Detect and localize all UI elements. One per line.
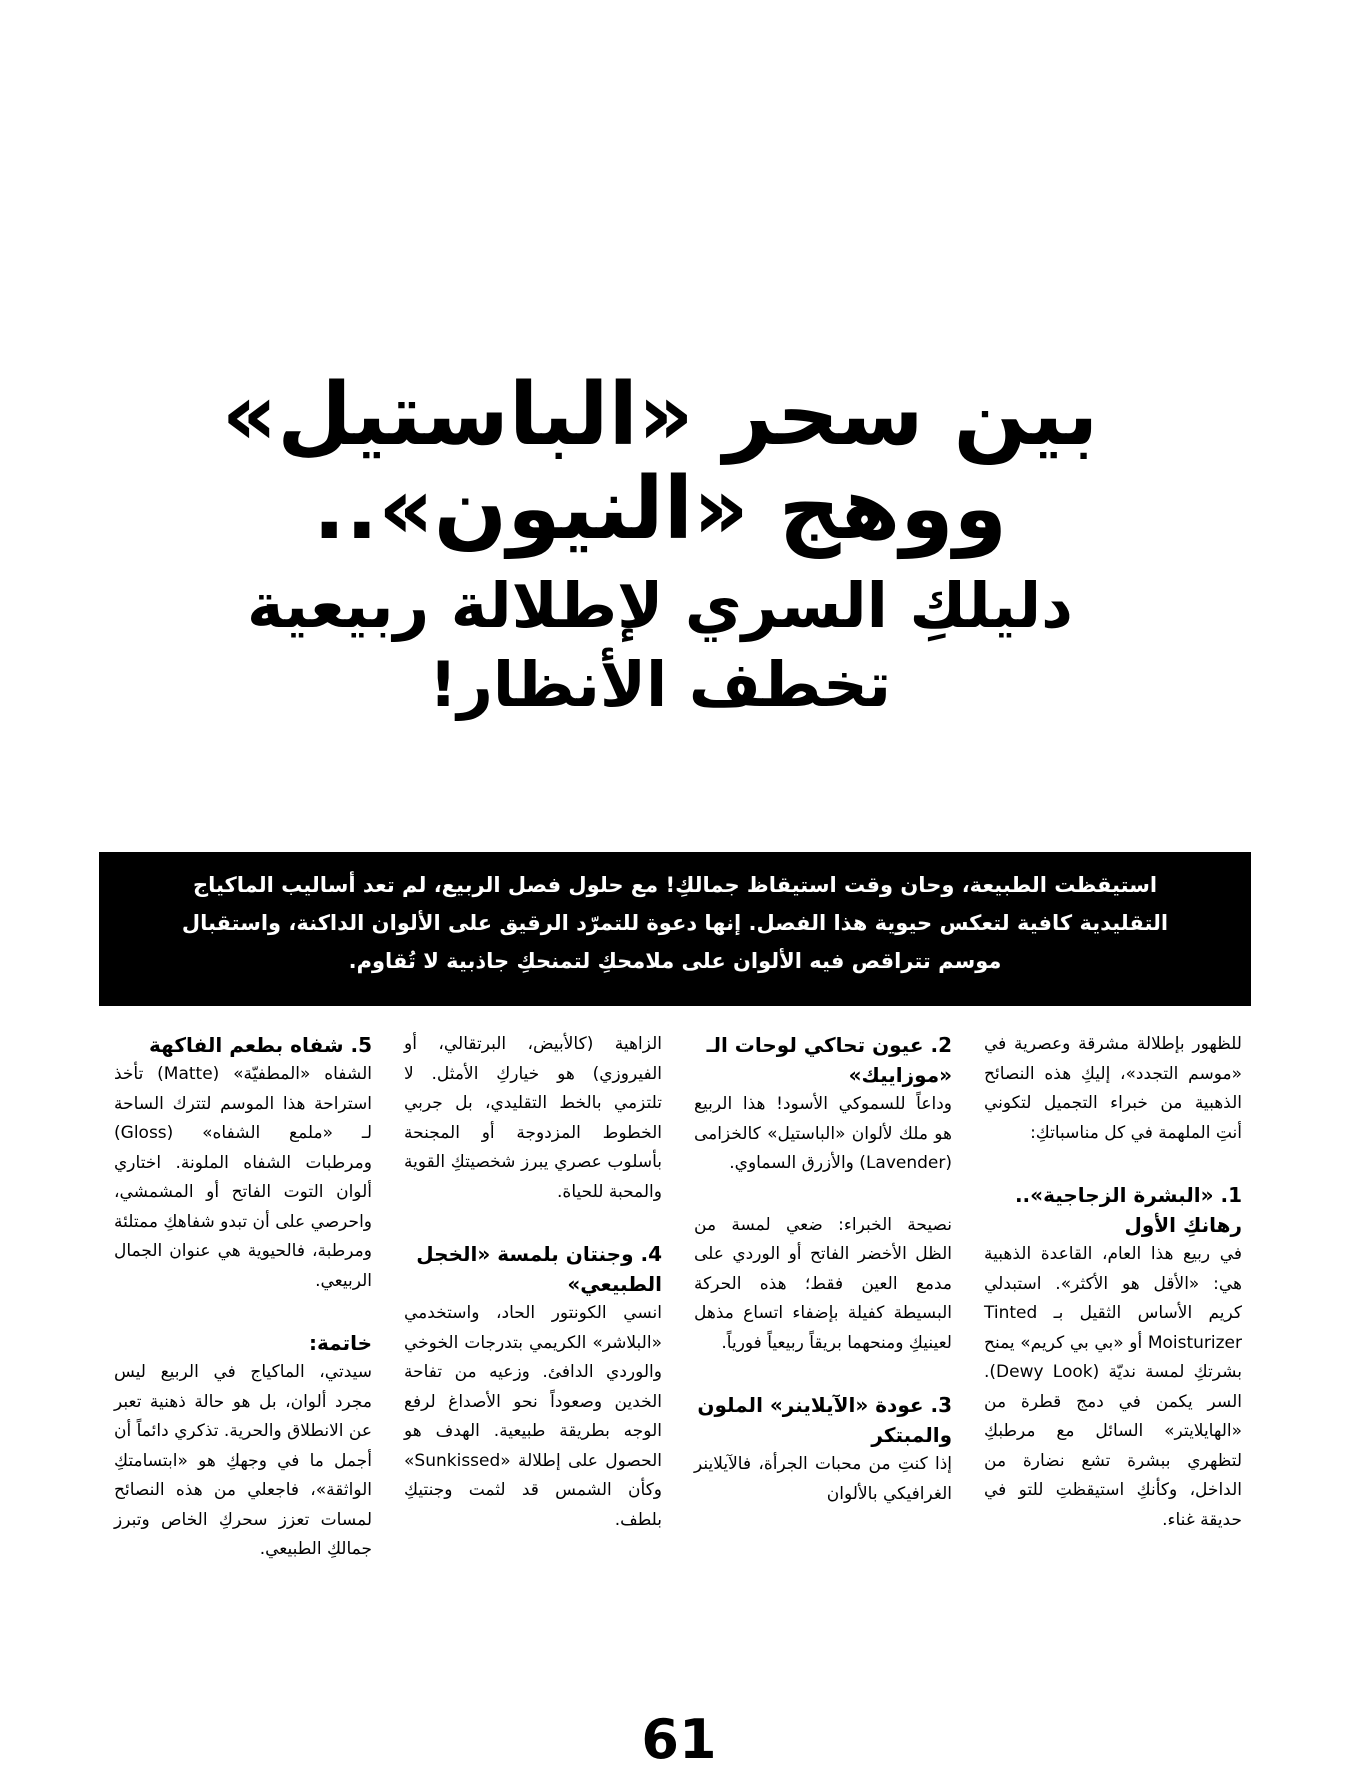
section-3-continued: الزاهية (كالأبيض، البرتقالي، أو الفيروزي) هو خياركِ الأمثل. لا تلتزمي بالخط التقليدي، بل جربي الخطوط المزدوجة أو المجنحة بأسلوب عصري يبرز شخصيتكِ القوية والمحبة للحياة. — [404, 1034, 662, 1202]
conclusion-heading: خاتمة: — [309, 1331, 372, 1355]
article-title — [180, 365, 1140, 721]
section-2-body: وداعاً للسموكي الأسود! هذا الربيع هو ملك لألوان «الباستيل» كالخزامى (Lavender) والأزرق السماوي. — [694, 1094, 952, 1173]
section-3-body: إذا كنتِ من محبات الجرأة، فالآيلاينر الغرافيكي بالألوان — [694, 1454, 952, 1504]
lead-paragraph: استيقظت الطبيعة، وحان وقت استيقاظ جمالكِ! مع حلول فصل الربيع، لم تعد أساليب الماكياج التقليدية كافية لتعكس حيوية هذا الفصل. إنها دعوة للتمرّد الرقيق على الألوان الداكنة، واستقبال موسم تتراقص فيه الألوان على ملامحكِ لتمنحكِ جاذبية لا تُقاوم. — [99, 852, 1251, 1006]
column-4 — [114, 1030, 372, 1565]
conclusion-body: سيدتي، الماكياج في الربيع ليس مجرد ألوان، بل هو حالة ذهنية تعبر عن الانطلاق والحرية. تذكري دائماً أن أجمل ما في وجهكِ هو «ابتسامتكِ الواثقة»، فاجعلي من هذه النصائح لمسات تعزز سحركِ الخاص وتبرز جمالكِ الطبيعي. — [114, 1362, 372, 1559]
section-5-body: الشفاه «المطفيّة» (Matte) تأخذ استراحة هذا الموسم لتترك الساحة لـ «ملمع الشفاه» (Gloss) ومرطبات الشفاه الملونة. اختاري ألوان التوت الفاتح أو المشمشي، واحرصي على أن تبدو شفاهكِ ممتلئة ومرطبة، فالحيوية هي عنوان الجمال الربيعي. — [114, 1064, 372, 1291]
title-line-2: ووهج «النيون».. — [312, 459, 1008, 560]
page-number: 61 — [641, 1708, 717, 1771]
section-1-body: في ربيع هذا العام، القاعدة الذهبية هي: «الأقل هو الأكثر». استبدلي كريم الأساس الثقيل بـ Tinted Moisturizer أو «بي بي كريم» يمنح بشرتكِ لمسة نديّة (Dewy Look). السر يكمن في دمج قطرة من «الهايلايتر» السائل مع مرطبكِ لتظهري ببشرة تشع نضارة من الداخل، وكأنكِ استيقظتِ للتو في حديقة غناء. — [984, 1244, 1242, 1530]
expert-tip: نصيحة الخبراء: ضعي لمسة من الظل الأخضر الفاتح أو الوردي على مدمع العين فقط؛ هذه الحركة البسيطة كفيلة بإضفاء اتساع مذهل لعينيكِ ومنحهما بريقاً ربيعياً فورياً. — [694, 1214, 952, 1353]
section-4-heading: 4. وجنتان بلمسة «الخجل الطبيعي» — [416, 1242, 662, 1296]
section-2-heading: 2. عيون تحاكي لوحات الـ «موزاييك» — [706, 1033, 952, 1087]
article-body — [112, 1030, 1242, 1650]
section-4-body: انسي الكونتور الحاد، واستخدمي «البلاشر» الكريمي بتدرجات الخوخي والوردي الدافئ. وزعيه من تفاحة الخدين وصعوداً نحو الأصداغ لرفع الوجه بطريقة طبيعية. الهدف هو الحصول على إطلالة «Sunkissed» وكأن الشمس قد لثمت وجنتيكِ بلطف. — [404, 1303, 662, 1530]
column-1 — [984, 1030, 1242, 1535]
section-1-heading: 1. «البشرة الزجاجية».. رهانكِ الأول — [1014, 1183, 1242, 1237]
title-line-3: دليلكِ السري لإطلالة ربيعية — [247, 568, 1073, 642]
column-2 — [694, 1030, 952, 1509]
intro-paragraph: للظهور بإطلالة مشرقة وعصرية في «موسم التجدد»، إليكِ هذه النصائح الذهبية من خبراء التجميل لتكوني أنتِ الملهمة في كل مناسباتكِ: — [984, 1034, 1242, 1143]
column-3 — [404, 1030, 662, 1535]
section-3-heading: 3. عودة «الآيلاينر» الملون والمبتكر — [697, 1393, 952, 1447]
title-line-4: تخطف الأنظار! — [428, 647, 892, 721]
title-line-1: بين سحر «الباستيل» — [221, 365, 1099, 465]
section-5-heading: 5. شفاه بطعم الفاكهة — [149, 1033, 372, 1057]
